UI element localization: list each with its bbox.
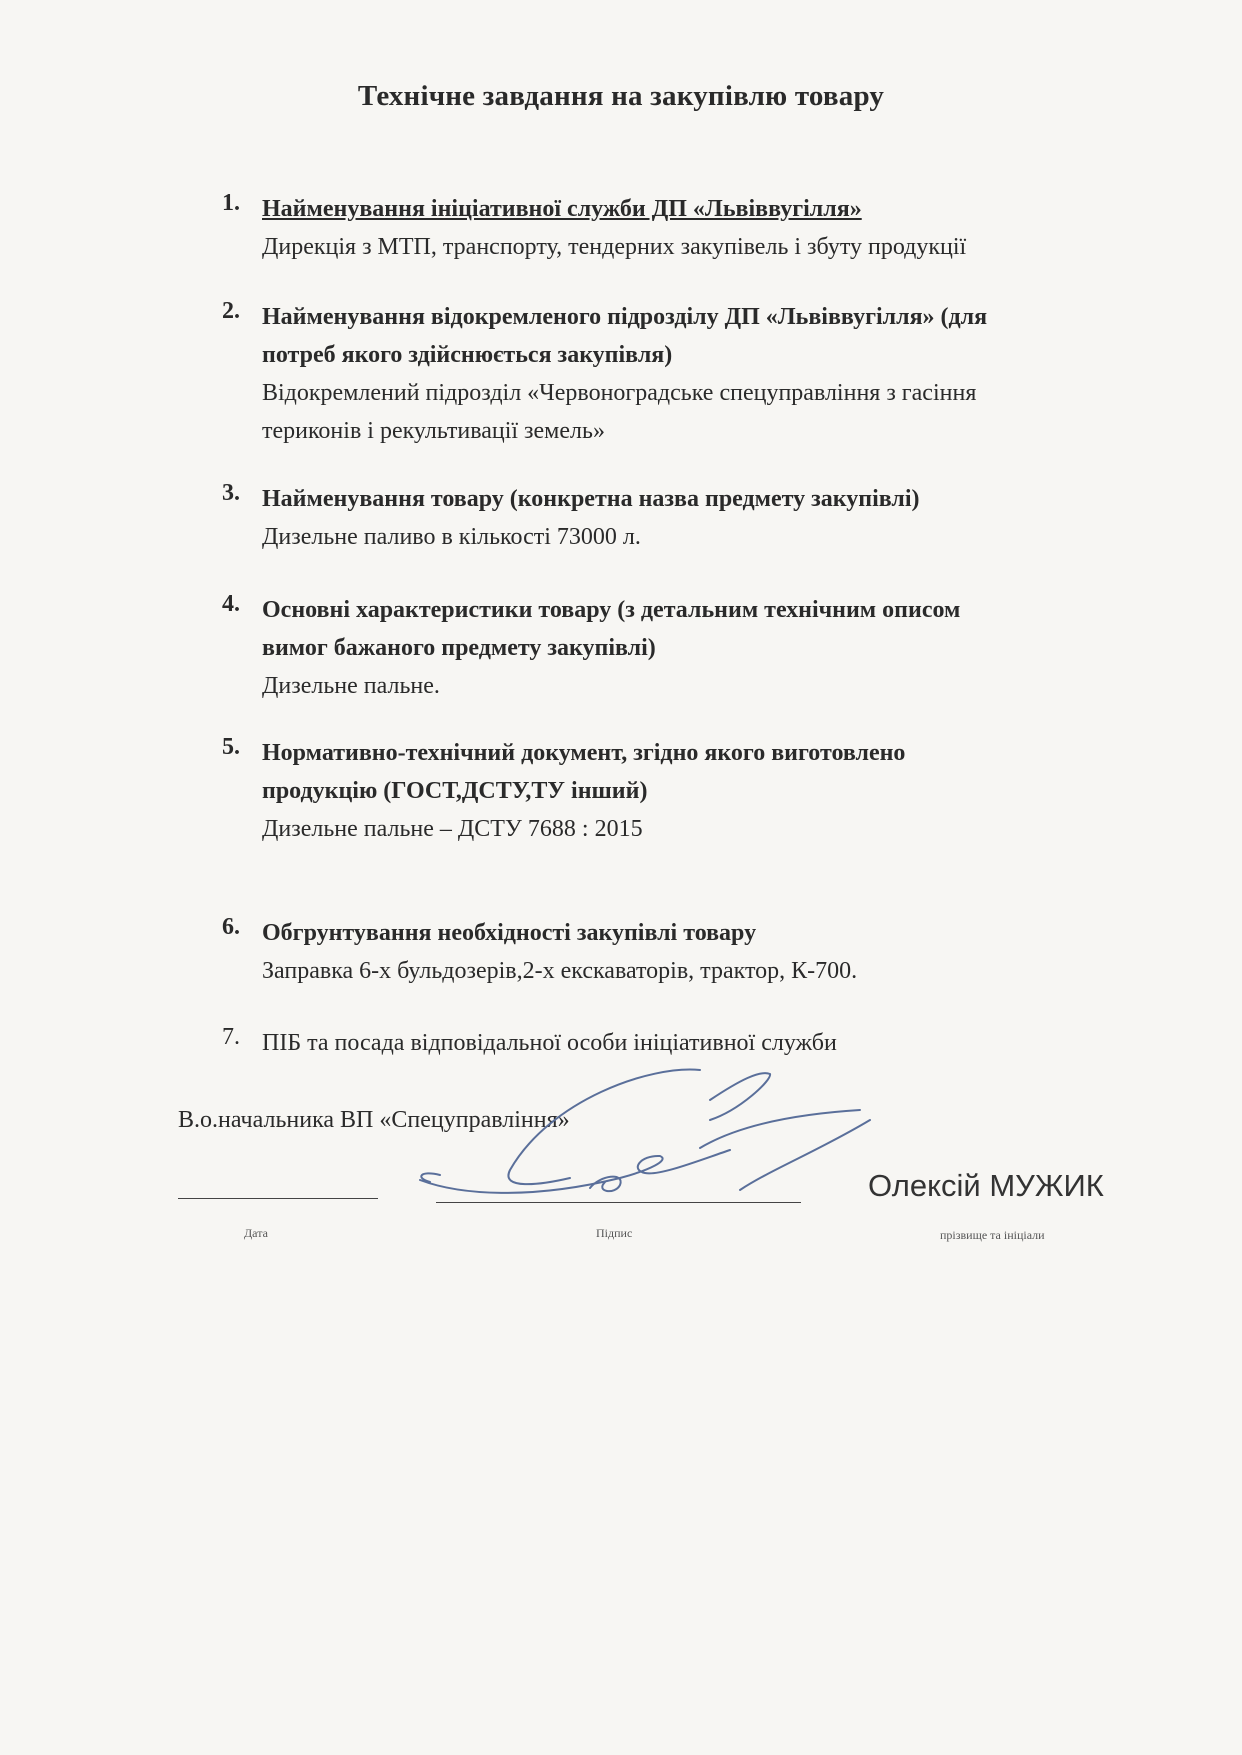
item-number: 3. [222, 480, 240, 506]
item-heading: Обгрунтування необхідності закупівлі товару [262, 920, 757, 946]
list-item-2 [222, 298, 1152, 450]
item-text-line-2: териконів і рекультивації земель» [262, 418, 605, 444]
list-item-6 [222, 914, 1152, 990]
document-title: Технічне завдання на закупівлю товару [357, 80, 885, 112]
list-item-3 [222, 480, 1152, 556]
item-text-line-1: Відокремлений підрозділ «Червоноградське спецуправління з гасіння [262, 380, 977, 406]
item-heading-line-2: потреб якого здійснюється закупівля) [262, 342, 673, 368]
item-text: Дизельне паливо в кількості 73000 л. [262, 524, 641, 550]
item-number: 5. [222, 734, 240, 760]
item-heading: Найменування товару (конкретна назва предмету закупівлі) [262, 486, 920, 512]
item-number: 1. [222, 190, 240, 216]
item-heading-line-2: вимог бажаного предмету закупівлі) [262, 635, 656, 661]
list-item-1 [222, 190, 1152, 266]
date-line [178, 1198, 378, 1199]
list-item-7 [222, 1024, 1152, 1062]
item-number: 2. [222, 298, 240, 324]
item-heading: ПІБ та посада відповідальної особи ініціативної служби [262, 1030, 837, 1056]
item-text: Дизельне пальне – ДСТУ 7688 : 2015 [262, 816, 643, 842]
name-caption: прізвище та ініціали [940, 1228, 1045, 1242]
list-item-5 [222, 734, 1152, 848]
signature-caption: Підпис [596, 1226, 633, 1240]
signatory-role: В.о.начальника ВП «Спецуправління» [178, 1107, 570, 1133]
item-heading-line-1: Найменування відокремленого підрозділу ДП «Львіввугілля» (для [262, 304, 988, 330]
item-text: Заправка 6-х бульдозерів,2-х екскаваторів, трактор, К-700. [262, 958, 858, 984]
item-heading: Найменування ініціативної служби ДП «Львіввугілля» [262, 196, 862, 222]
item-text: Дизельне пальне. [262, 673, 440, 699]
list-item-4 [222, 591, 1152, 705]
date-caption: Дата [244, 1226, 268, 1240]
item-number: 6. [222, 914, 240, 940]
item-number: 7. [222, 1024, 240, 1050]
item-heading-line-1: Основні характеристики товару (з детальним технічним описом [262, 597, 961, 623]
item-text: Дирекція з МТП, транспорту, тендерних закупівель і збуту продукції [262, 234, 967, 260]
item-number: 4. [222, 591, 240, 617]
signatory-name: Олексій МУЖИК [868, 1168, 1104, 1203]
item-heading-line-2: продукцію (ГОСТ,ДСТУ,ТУ інший) [262, 778, 648, 804]
handwritten-signature [400, 1060, 880, 1210]
item-heading-line-1: Нормативно-технічний документ, згідно якого виготовлено [262, 740, 906, 766]
